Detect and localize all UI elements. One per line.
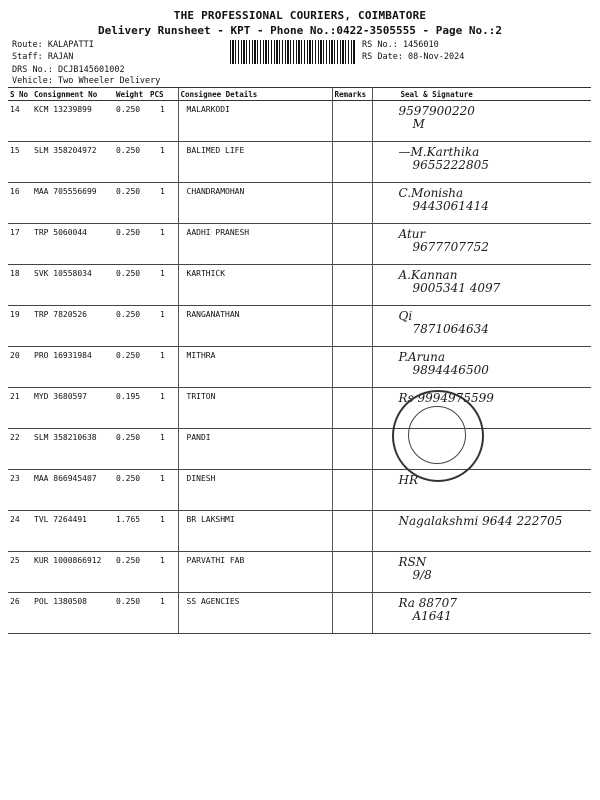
row-pcs: 1 xyxy=(148,552,178,593)
row-pcs: 1 xyxy=(148,511,178,552)
row-weight: 0.250 xyxy=(114,142,148,183)
signature-line-1: Qi xyxy=(398,309,413,323)
row-remarks xyxy=(332,142,372,183)
vehicle-label: Vehicle: Two Wheeler Delivery xyxy=(12,76,161,86)
signature-line-1: Ra 88707 xyxy=(398,596,457,610)
row-signature xyxy=(372,347,591,388)
table-row xyxy=(8,593,591,634)
signature-line-1: HR xyxy=(398,473,418,487)
table-body xyxy=(8,101,591,634)
row-pcs: 1 xyxy=(148,470,178,511)
signature-line-2: 7871064634 xyxy=(412,322,489,336)
row-pcs: 1 xyxy=(148,224,178,265)
row-consignment: KCM 13239899 xyxy=(32,101,114,142)
row-remarks xyxy=(332,388,372,429)
row-weight: 0.250 xyxy=(114,552,148,593)
table-row xyxy=(8,429,591,470)
row-signature xyxy=(372,224,591,265)
row-sno: 23 xyxy=(8,470,32,511)
table-row xyxy=(8,552,591,593)
row-consignee: CHANDRAMOHAN xyxy=(178,183,332,224)
row-weight: 0.250 xyxy=(114,101,148,142)
row-signature xyxy=(372,183,591,224)
table-row xyxy=(8,101,591,142)
row-consignment: TVL 7264491 xyxy=(32,511,114,552)
row-sno: 14 xyxy=(8,101,32,142)
row-consignment: SVK 10558034 xyxy=(32,265,114,306)
signature-line-1: —M.Karthika xyxy=(398,145,480,159)
signature-line-1: C.Monisha xyxy=(398,186,464,200)
row-consignment: KUR 1000866912 xyxy=(32,552,114,593)
col-remarks: Remarks xyxy=(332,88,372,101)
row-sno: 25 xyxy=(8,552,32,593)
seal-stamp-inner xyxy=(408,406,466,464)
row-pcs: 1 xyxy=(148,306,178,347)
row-pcs: 1 xyxy=(148,142,178,183)
row-consignment: SLM 358204972 xyxy=(32,142,114,183)
col-sno: S No xyxy=(8,88,32,101)
table-row xyxy=(8,306,591,347)
row-pcs: 1 xyxy=(148,347,178,388)
company-title: THE PROFESSIONAL COURIERS, COIMBATORE xyxy=(173,9,427,22)
rs-date: RS Date: 08-Nov-2024 xyxy=(362,52,465,62)
row-sno: 22 xyxy=(8,429,32,470)
signature-line-2: 9894446500 xyxy=(412,363,489,377)
row-pcs: 1 xyxy=(148,183,178,224)
table-row xyxy=(8,347,591,388)
row-remarks xyxy=(332,347,372,388)
row-sno: 15 xyxy=(8,142,32,183)
row-sno: 24 xyxy=(8,511,32,552)
signature-line-2: 9/8 xyxy=(412,568,432,582)
row-remarks xyxy=(332,593,372,634)
row-consignment: PRO 16931984 xyxy=(32,347,114,388)
row-consignment: MAA 866945407 xyxy=(32,470,114,511)
row-sno: 17 xyxy=(8,224,32,265)
row-consignee: MALARKODI xyxy=(178,101,332,142)
col-consignee: Consignee Details xyxy=(178,88,332,101)
table-row xyxy=(8,142,591,183)
row-consignee: MITHRA xyxy=(178,347,332,388)
row-weight: 0.250 xyxy=(114,265,148,306)
signature-line-1: Nagalakshmi 9644 222705 xyxy=(398,514,563,528)
drs-number: DRS No.: DCJB145601002 xyxy=(12,65,125,75)
row-remarks xyxy=(332,511,372,552)
table-header-row xyxy=(8,88,591,101)
table-row xyxy=(8,224,591,265)
row-remarks xyxy=(332,429,372,470)
row-pcs: 1 xyxy=(148,429,178,470)
col-consignment: Consignment No xyxy=(32,88,114,101)
row-weight: 0.250 xyxy=(114,429,148,470)
table-row xyxy=(8,388,591,429)
row-consignee: DINESH xyxy=(178,470,332,511)
signature-line-1: RSN xyxy=(398,555,427,569)
signature-line-2: M xyxy=(412,117,425,131)
row-weight: 0.250 xyxy=(114,183,148,224)
row-weight: 0.250 xyxy=(114,347,148,388)
signature-line-1: Rs 9994975599 xyxy=(398,391,494,405)
barcode-image xyxy=(230,40,356,64)
row-consignee: RANGANATHAN xyxy=(178,306,332,347)
signature-line-1: A.Kannan xyxy=(398,268,458,282)
row-remarks xyxy=(332,265,372,306)
row-weight: 1.765 xyxy=(114,511,148,552)
signature-line-2: A1641 xyxy=(412,609,452,623)
col-weight: Weight xyxy=(114,88,148,101)
row-pcs: 1 xyxy=(148,388,178,429)
row-remarks xyxy=(332,183,372,224)
row-remarks xyxy=(332,306,372,347)
row-signature xyxy=(372,552,591,593)
row-signature xyxy=(372,306,591,347)
row-pcs: 1 xyxy=(148,265,178,306)
table-row xyxy=(8,183,591,224)
row-signature xyxy=(372,101,591,142)
row-sno: 18 xyxy=(8,265,32,306)
row-sno: 21 xyxy=(8,388,32,429)
row-consignment: MYD 3680597 xyxy=(32,388,114,429)
row-consignment: TRP 5060044 xyxy=(32,224,114,265)
row-consignee: TRITON xyxy=(178,388,332,429)
row-consignee: KARTHICK xyxy=(178,265,332,306)
row-sno: 26 xyxy=(8,593,32,634)
col-signature: Seal & Signature xyxy=(372,88,591,101)
table-row xyxy=(8,265,591,306)
row-signature xyxy=(372,142,591,183)
row-consignee: AADHI PRANESH xyxy=(178,224,332,265)
row-consignment: MAA 705556699 xyxy=(32,183,114,224)
rs-number: RS No.: 1456010 xyxy=(362,40,439,50)
row-signature xyxy=(372,265,591,306)
signature-line-2: 9677707752 xyxy=(412,240,489,254)
runsheet-subtitle: Delivery Runsheet - KPT - Phone No.:0422-3505555 - Page No.:2 xyxy=(98,24,502,37)
row-weight: 0.195 xyxy=(114,388,148,429)
row-sno: 19 xyxy=(8,306,32,347)
signature-line-1: P.Aruna xyxy=(398,350,445,364)
row-weight: 0.250 xyxy=(114,593,148,634)
row-pcs: 1 xyxy=(148,101,178,142)
row-signature xyxy=(372,470,591,511)
row-sno: 20 xyxy=(8,347,32,388)
row-consignee: BALIMED LIFE xyxy=(178,142,332,183)
row-weight: 0.250 xyxy=(114,306,148,347)
signature-line-2: 9005341 4097 xyxy=(412,281,501,295)
row-remarks xyxy=(332,224,372,265)
signature-line-2: 9443061414 xyxy=(412,199,489,213)
col-pcs: PCS xyxy=(148,88,178,101)
row-sno: 16 xyxy=(8,183,32,224)
signature-line-1: 9597900220 xyxy=(398,104,475,118)
row-signature xyxy=(372,593,591,634)
table-row xyxy=(8,470,591,511)
row-consignee: PARVATHI FAB xyxy=(178,552,332,593)
row-signature xyxy=(372,511,591,552)
row-consignment: TRP 7820526 xyxy=(32,306,114,347)
staff-label: Staff: RAJAN xyxy=(12,52,74,62)
row-consignee: SS AGENCIES xyxy=(178,593,332,634)
route-label: Route: KALAPATTI xyxy=(12,40,94,50)
row-consignment: SLM 358210638 xyxy=(32,429,114,470)
signature-line-1: Atur xyxy=(398,227,426,241)
row-consignee: PANDI xyxy=(178,429,332,470)
runsheet-table xyxy=(8,87,591,634)
table-row xyxy=(8,511,591,552)
row-consignment: POL 1380508 xyxy=(32,593,114,634)
signature-line-2: 9655222805 xyxy=(412,158,489,172)
seal-stamp xyxy=(392,390,484,482)
row-consignee: BR LAKSHMI xyxy=(178,511,332,552)
row-pcs: 1 xyxy=(148,593,178,634)
row-weight: 0.250 xyxy=(114,224,148,265)
row-remarks xyxy=(332,470,372,511)
row-weight: 0.250 xyxy=(114,470,148,511)
row-remarks xyxy=(332,552,372,593)
row-remarks xyxy=(332,101,372,142)
